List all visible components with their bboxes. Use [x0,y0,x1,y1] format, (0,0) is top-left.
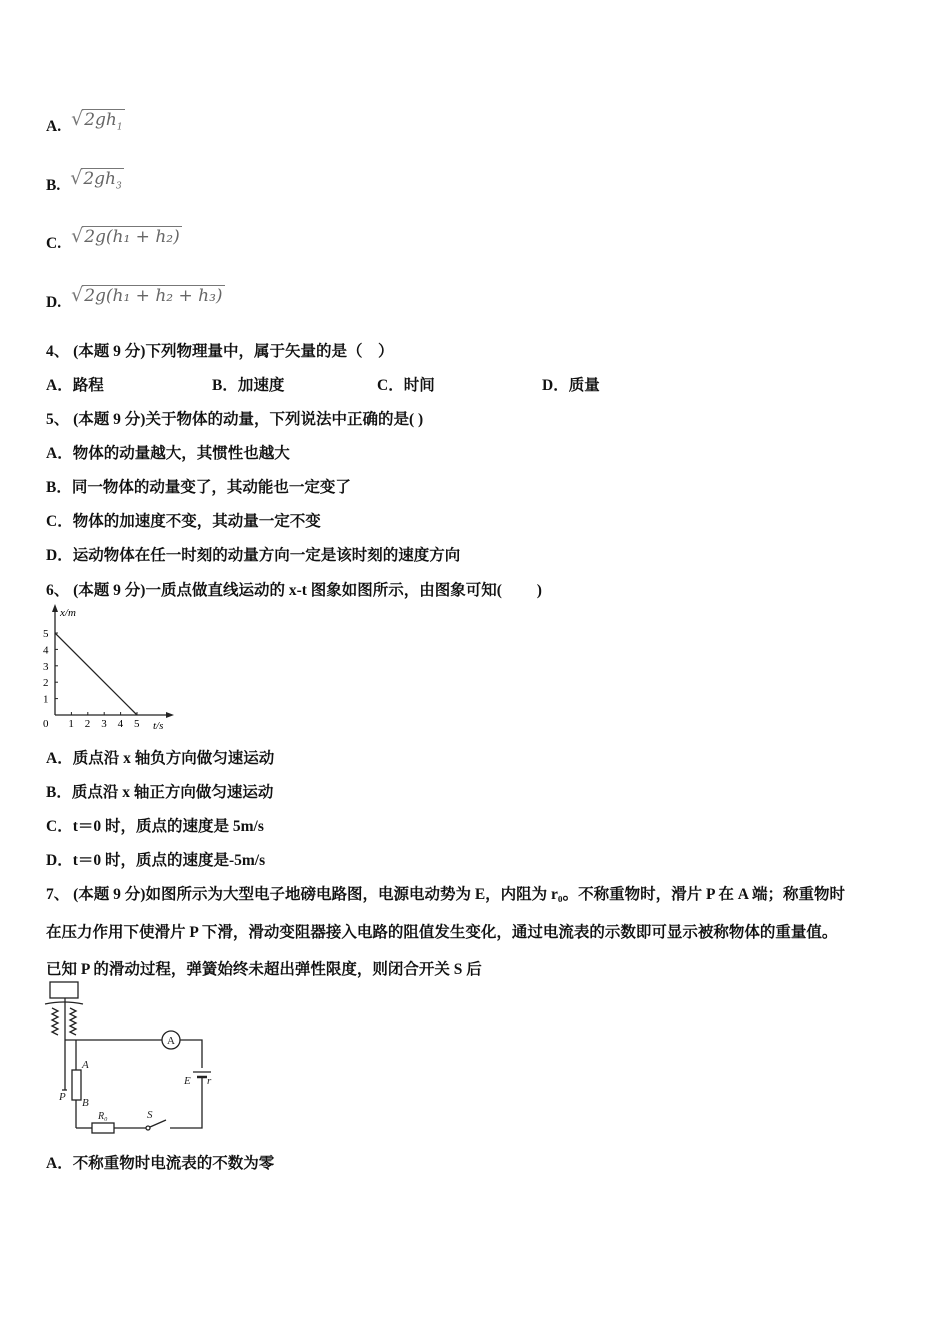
option-label: C. [46,235,62,252]
q4-option-c: C．时间 [377,377,435,394]
x-tick-label: 0 [43,718,49,730]
y-tick-label: 1 [43,693,49,706]
q4-option-a: A．路程 [46,377,104,394]
x-tick-label: 2 [84,718,91,730]
series-line [55,633,137,715]
y-axis-label: x/m [60,607,76,619]
option-label: B. [46,177,61,194]
formula: 2g(h₁ + h₂ + h₃) [84,286,223,306]
y-axis-arrow [52,604,58,612]
q4-option-b: B．加速度 [212,377,285,394]
q7-line-2: 在压力作用下使滑片 P 下滑，滑动变阻器接入电路的阻值发生变化，通过电流表的示数即可显示被称物体的重量值。 [46,924,838,941]
resistor-r0 [92,1123,114,1133]
q3-option-b [46,167,124,197]
q7-option-a: A．不称重物时电流表的不数为零 [46,1155,275,1172]
q7-line-1: 7、 (本题 9 分)如图所示为大型电子地磅电路图，电源电动势为 E，内阻为 r₀。不称重物时，滑片 P 在 A 端；称重物时 [46,886,846,903]
label-e: E [184,1075,191,1087]
q4-title: 4、 (本题 9 分)下列物理量中，属于矢量的是（ ） [46,343,394,360]
q6-title: 6、 (本题 9 分)一质点做直线运动的 x-t 图象如图所示，由图象可知( ) [46,582,542,599]
x-axis-label: t/s [153,720,164,732]
q5-option-a: A．物体的动量越大，其惯性也越大 [46,445,290,462]
q3-option-d [46,284,225,312]
q5-option-b: B．同一物体的动量变了，其动能也一定变了 [46,479,351,496]
formula: 2gh [84,110,117,130]
x-tick-label: 4 [117,718,124,730]
q5-option-c: C．物体的加速度不变，其动量一定不变 [46,513,321,530]
q7-line-3: 已知 P 的滑动过程，弹簧始终未超出弹性限度，则闭合开关 S 后 [46,961,482,978]
x-tick-label: 3 [101,718,107,730]
switch-icon [146,1126,150,1130]
q5-option-d: D．运动物体在任一时刻的动量方向一定是该时刻的速度方向 [46,547,461,564]
x-tick-label: 1 [68,718,74,730]
subscript: 1 [116,122,123,133]
label-b: B [82,1097,89,1109]
label-p: P [59,1091,66,1103]
q3-option-c [46,225,182,253]
q6-option-d: D．t＝0 时，质点的速度是-5m/s [46,852,266,869]
sqrt-sign: √ [71,284,84,306]
xt-graph [40,600,180,735]
formula: 2gh [83,169,116,189]
x-tick-label: 5 [134,718,140,730]
q6-option-c: C．t＝0 时，质点的速度是 5m/s [46,818,264,835]
q5-title: 5、 (本题 9 分)关于物体的动量，下列说法中正确的是( ) [46,411,424,428]
formula: 2g(h₁ + h₂) [84,227,180,247]
y-tick-label: 2 [43,677,49,690]
y-tick-label: 3 [43,660,49,673]
circuit-diagram [40,980,220,1140]
sqrt-sign: √ [71,108,84,130]
x-axis-arrow [166,712,174,718]
scale-platform [50,982,78,998]
sqrt-sign: √ [70,167,83,189]
q6-option-b: B．质点沿 x 轴正方向做匀速运动 [46,784,274,801]
label-a: A [82,1059,89,1071]
scale-base [45,1002,83,1004]
label-r: r [207,1075,212,1087]
option-label: D. [46,294,62,311]
q3-option-a [46,108,125,138]
q4-option-d: D．质量 [542,377,600,394]
label-s: S [147,1109,153,1121]
spring-left-icon [52,1008,58,1035]
spring-right-icon [70,1008,76,1035]
subscript: 3 [115,181,122,192]
label-r0: R₀ [98,1111,108,1122]
sqrt-sign: √ [71,225,84,247]
ammeter-label: A [167,1035,175,1047]
y-tick-label: 4 [43,644,49,657]
y-tick-label: 5 [43,628,49,640]
option-label: A. [46,118,62,135]
q6-option-a: A．质点沿 x 轴负方向做匀速运动 [46,750,275,767]
rheostat [72,1070,81,1100]
